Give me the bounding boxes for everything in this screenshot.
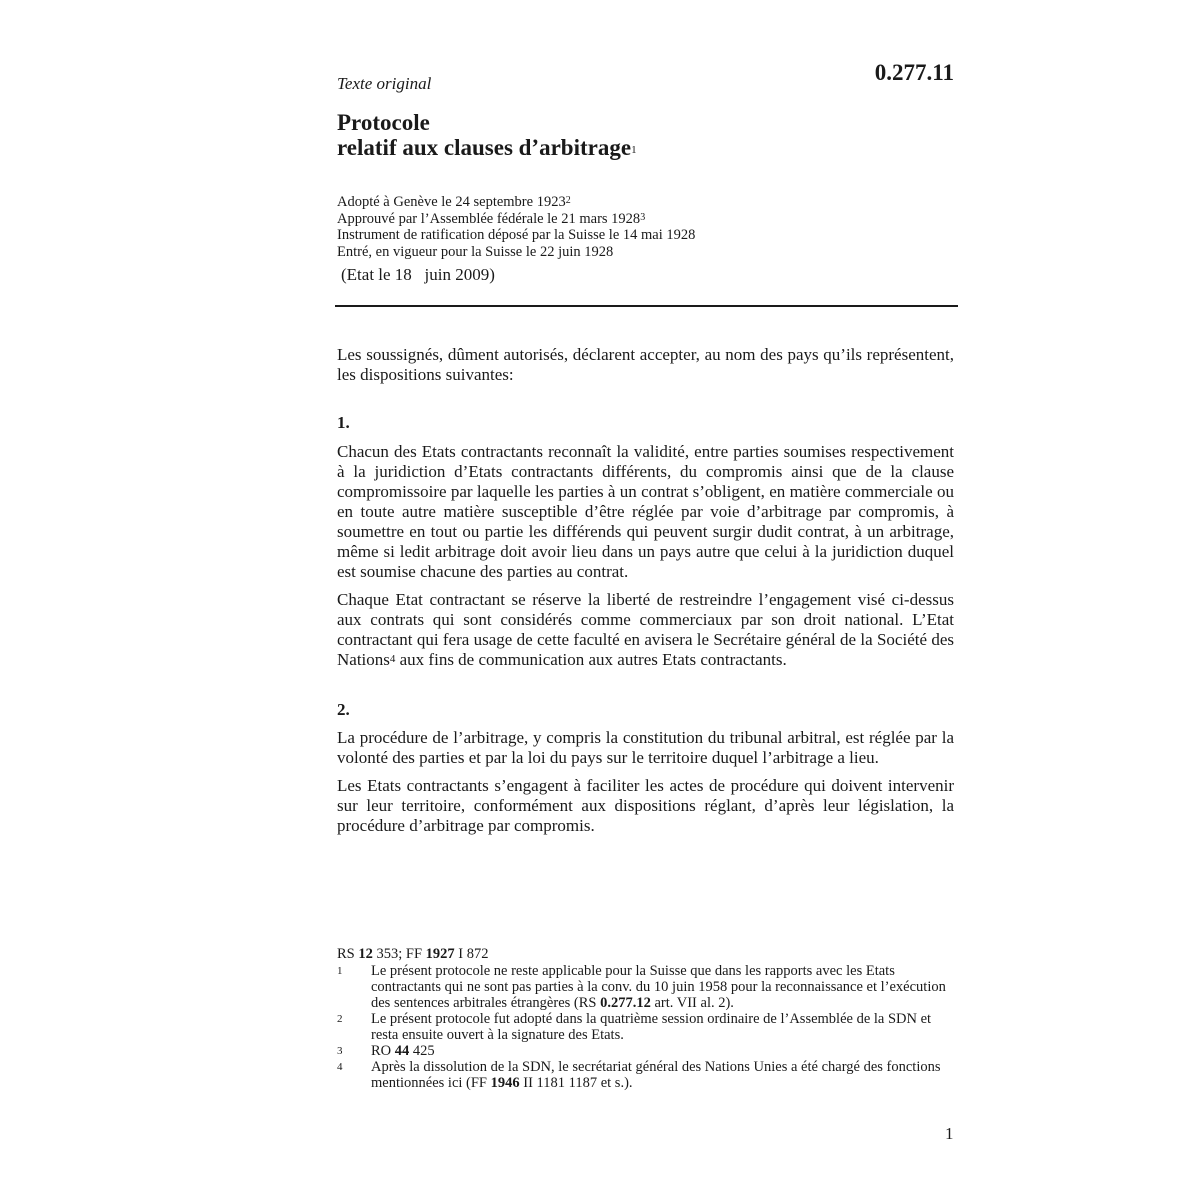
article-1-p2-part2: aux fins de communication aux autres Etats contractants. [395, 650, 787, 669]
article-2-heading: 2. [337, 700, 350, 719]
footnote-1 [337, 963, 957, 1011]
meta-adopted-text: Adopté à Genève le 24 septembre 1923 [337, 194, 566, 210]
footnote-3 [337, 1043, 957, 1059]
footnote-4-text-a: Après la dissolution de la SDN, le secrétariat général des Nations Unies a été chargé des fonctions mentionnées ici (FF [371, 1059, 941, 1091]
footnote-3-text [371, 1043, 957, 1059]
title-line-2 [337, 135, 637, 160]
rs-reference [337, 946, 957, 962]
meta-in-force: Entré, en vigueur pour la Suisse le 22 juin 1928 [337, 243, 614, 260]
footnote-2-text: Le présent protocole fut adopté dans la quatrième session ordinaire de l’Assemblée de la SDN et resta ensuite ouvert à la signature des Etats. [371, 1011, 932, 1043]
rs-text-d: 1927 [425, 946, 455, 962]
footnote-1-text [371, 963, 957, 1011]
footnote-4 [337, 1059, 957, 1091]
footnote-3-text-c: 425 [409, 1043, 435, 1059]
footnote-4-text-c: II 1181 1187 et s.). [519, 1075, 633, 1091]
rs-text-a: RS [337, 946, 359, 962]
footnote-1-text-b: 0.277.12 [600, 995, 651, 1011]
title-line-1: Protocole [337, 110, 430, 135]
footnote-1-text-a: Le présent protocole ne reste applicable pour la Suisse que dans les rapports avec les Etats contractants qui ne sont pas parties à la conv. du 10 juin 1958 pour la reconnaissance et l’exécution des sentences arbitrales étrangères (RS [371, 963, 946, 1011]
preamble-text: Les soussignés, dûment autorisés, déclarent accepter, au nom des pays qu’ils représentent, les dispositions suivantes: [337, 345, 954, 384]
footnote-ref-2[interactable]: 2 [565, 195, 571, 206]
meta-ratification: Instrument de ratification déposé par la Suisse le 14 mai 1928 [337, 227, 696, 243]
footnote-ref-1[interactable]: 1 [631, 144, 637, 156]
article-1-paragraph-1: Chacun des Etats contractants reconnaît la validité, entre parties soumises respectivement à la juridiction d’Etats contractants différents, du compromis ainsi que de la clause compromissoire par laquelle les parties à un contrat s’obligent, en matière commerciale ou en toute autre matière susceptible d’être réglée par voie d’arbitrage par compromis, à soumettre en tout ou partie les différends qui peuvent surgir dudit contrat, à un arbitrage, même si ledit arbitrage doit avoir lieu dans un pays autre que celui à la juridiction duquel est soumise chacune des parties au contrat. [337, 442, 954, 581]
original-text-label: Texte original [337, 74, 432, 93]
footnote-3-text-b: 44 [394, 1043, 410, 1059]
article-2-paragraph-1: La procédure de l’arbitrage, y compris la constitution du tribunal arbitral, est réglée par la volonté des parties et par la loi du pays sur le territoire duquel l’arbitrage a lieu. [337, 728, 954, 767]
article-2-body [337, 728, 954, 844]
footnote-3-number: 3 [337, 1045, 343, 1057]
title-line-2-text: relatif aux clauses d’arbitrage [337, 135, 632, 160]
article-1-p2-part1: Chaque Etat contractant se réserve la liberté de restreindre l’engagement visé ci-dessus aux contrats qui sont considérés comme commerciaux par son droit national. L’Etat contractant qui fera usage de cette faculté en avisera le Secrétaire général de la Société des Nations [337, 590, 954, 669]
article-2-paragraph-2: Les Etats contractants s’engagent à faciliter les actes de procédure qui doivent intervenir sur leur territoire, conformément aux dispositions réglant, d’après leur législation, la procédure d’arbitrage par compromis. [337, 776, 954, 835]
footnote-2-number: 2 [337, 1013, 343, 1025]
footnote-4-number: 4 [337, 1061, 343, 1073]
meta-approved-text: Approuvé par l’Assemblée fédérale le 21 mars 1928 [337, 210, 641, 227]
footnote-1-number: 1 [337, 965, 343, 977]
footnote-ref-4[interactable]: 4 [389, 653, 396, 665]
rs-text-c: 353; FF [372, 946, 426, 962]
footnotes [337, 946, 957, 1091]
footnote-4-text-b: 1946 [490, 1075, 520, 1091]
footnote-4-text [371, 1059, 957, 1091]
footnote-ref-3[interactable]: 3 [640, 211, 646, 223]
meta-adopted [337, 194, 695, 211]
document-reference-number: 0.277.11 [874, 60, 954, 85]
header-divider [335, 305, 958, 307]
footnote-3-text-a: RO [371, 1043, 395, 1059]
rs-text-e: I 872 [454, 946, 489, 962]
status-date: (Etat le 18 juin 2009) [341, 265, 495, 284]
footnote-2 [337, 1011, 957, 1043]
footnote-1-text-c: art. VII al. 2). [650, 995, 734, 1011]
article-1-paragraph-2 [337, 590, 954, 670]
adoption-metadata [337, 194, 695, 260]
rs-text-b: 12 [358, 946, 373, 962]
article-1-heading: 1. [337, 413, 350, 432]
page-number: 1 [945, 1124, 954, 1143]
article-1-body [337, 442, 954, 678]
document-title [337, 110, 637, 160]
preamble [337, 345, 954, 393]
meta-approved [337, 211, 695, 228]
